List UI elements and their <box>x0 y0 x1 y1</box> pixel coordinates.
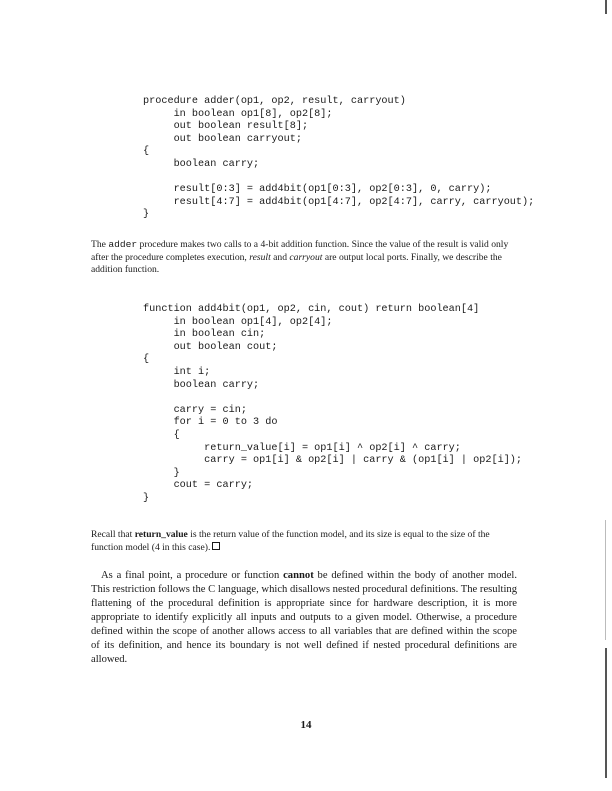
code-line: carry = op1[i] & op2[i] | carry & (op1[i] | op2[i]); <box>143 455 523 467</box>
code-block-add4bit-function <box>143 304 522 506</box>
code-line: procedure adder(op1, op2, result, carryout) <box>143 96 406 107</box>
code-line: int i; <box>143 366 211 378</box>
paragraph-nested-definitions: As a final point, a procedure or function cannot be defined within the body of another model. This restriction follows the C language, which disallows nested procedural definitions. The resulting flattening of the procedural definition is appropriate since for hardware description, it is more appropriate to identify explicitly all inputs and outputs to a given model. Otherwise, a procedure defined within the scope of another allows access to all variables that are defined within the scope of its definition, and hence its boundary is not well defined if nested procedural definitions are allowed. <box>91 570 518 665</box>
scan-edge-mark-bottom <box>605 648 607 778</box>
inline-code-adder: adder <box>108 239 138 250</box>
code-line: out boolean carryout; <box>143 133 302 145</box>
code-line: { <box>143 429 180 441</box>
paragraph-return-value-note: Recall that return_value is the return value of the function model, and its size is equal to the size of the function model (4 in this case). <box>91 529 490 553</box>
code-line: boolean carry; <box>143 379 260 391</box>
code-line: out boolean cout; <box>143 341 278 353</box>
code-line: { <box>143 354 150 366</box>
code-line: carry = cin; <box>143 404 247 416</box>
code-line: { <box>143 146 150 158</box>
code-line: } <box>143 209 150 221</box>
scan-edge-mark-middle <box>605 520 606 640</box>
code-line: for i = 0 to 3 do <box>143 417 278 429</box>
code-line: } <box>143 492 150 504</box>
code-line: in boolean op1[4], op2[4]; <box>143 316 333 328</box>
paragraph-adder-description: The adder procedure makes two calls to a 4-bit addition function. Since the value of the result is valid only after the procedure completes execution, result and carryout are output local ports. Finally, we describe the addition function. <box>91 239 509 276</box>
code-line: function add4bit(op1, op2, cin, cout) return boolean[4] <box>143 304 480 315</box>
code-block-adder-procedure <box>143 96 534 222</box>
code-line: return_value[i] = op1[i] ^ op2[i] ^ carry; <box>143 442 461 454</box>
end-of-example-square-icon <box>212 542 220 550</box>
code-line: result[0:3] = add4bit(op1[0:3], op2[0:3], 0, carry); <box>143 184 492 196</box>
code-line: in boolean op1[8], op2[8]; <box>143 108 333 120</box>
code-line: out boolean result[8]; <box>143 121 309 133</box>
code-line: boolean carry; <box>143 158 260 170</box>
code-line: in boolean cin; <box>143 329 266 341</box>
page-number: 14 <box>300 719 312 731</box>
code-line: } <box>143 467 180 479</box>
scan-edge-mark-top <box>605 0 607 14</box>
code-line: result[4:7] = add4bit(op1[4:7], op2[4:7], carry, carryout); <box>143 196 535 208</box>
code-line: cout = carry; <box>143 480 254 492</box>
